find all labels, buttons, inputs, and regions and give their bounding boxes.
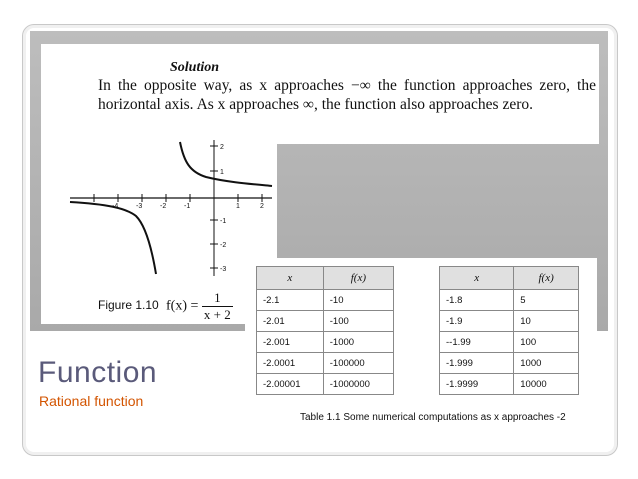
solution-heading: Solution <box>170 60 220 75</box>
y-tick-label: 2 <box>220 144 224 151</box>
table-row <box>257 374 394 395</box>
table-left <box>256 266 394 395</box>
right-branch-curve <box>180 142 272 186</box>
table-cell: -2.0001 <box>257 353 324 374</box>
table-row <box>257 353 394 374</box>
table-row <box>440 290 579 311</box>
table-cell: -2.001 <box>257 332 324 353</box>
table-right <box>439 266 579 395</box>
table-cell: -1000000 <box>323 374 393 395</box>
table-cell: -10 <box>323 290 393 311</box>
y-tick-label: -2 <box>220 242 227 249</box>
table-row <box>257 311 394 332</box>
y-tick-label: -3 <box>220 266 227 273</box>
table-cell: --1.99 <box>440 332 514 353</box>
y-tick-label: -1 <box>220 218 227 225</box>
table-cell: -1.9 <box>440 311 514 332</box>
table-row <box>440 374 579 395</box>
formula-denominator: x + 2 <box>203 307 231 322</box>
left-branch-curve <box>70 202 156 274</box>
table-row <box>440 332 579 353</box>
table-row <box>257 332 394 353</box>
table-cell: 100 <box>514 332 579 353</box>
solution-paragraph: In the opposite way, as x approaches −∞ the function approaches zero, the horizontal axis. As x approaches ∞, the function also approaches zero. <box>98 77 596 113</box>
table-header: f(x) <box>514 267 579 290</box>
x-tick-label: 2 <box>260 203 264 210</box>
x-tick-label: -2 <box>160 203 167 210</box>
formula-fraction <box>202 290 233 323</box>
table-cell: -2.01 <box>257 311 324 332</box>
x-tick-label: 1 <box>236 203 240 210</box>
table-header: x <box>440 267 514 290</box>
table-row <box>440 311 579 332</box>
table-cell: -2.1 <box>257 290 324 311</box>
table-cell: -100000 <box>323 353 393 374</box>
figure-caption: Figure 1.10 <box>98 298 159 312</box>
x-tick-label: -3 <box>136 203 143 210</box>
table-cell: -1000 <box>323 332 393 353</box>
table-cell: 10000 <box>514 374 579 395</box>
formula-numerator: 1 <box>202 290 233 307</box>
formula-lhs: f(x) = <box>166 298 199 314</box>
table-cell: 5 <box>514 290 579 311</box>
table-header: x <box>257 267 324 290</box>
table-cell: -1.999 <box>440 353 514 374</box>
x-tick-label: -4 <box>112 203 119 210</box>
slide-title: Function <box>38 356 158 389</box>
slide-subtitle: Rational function <box>39 393 144 409</box>
table-row <box>257 290 394 311</box>
table-cell: -100 <box>323 311 393 332</box>
x-tick-label: -1 <box>184 203 191 210</box>
table-header: f(x) <box>323 267 393 290</box>
table-cell: 10 <box>514 311 579 332</box>
table-row <box>440 353 579 374</box>
table-caption: Table 1.1 Some numerical computations as x approaches -2 <box>300 412 566 423</box>
y-tick-label: 1 <box>220 169 224 176</box>
table-cell: -1.8 <box>440 290 514 311</box>
table-cell: 1000 <box>514 353 579 374</box>
table-cell: -2.00001 <box>257 374 324 395</box>
table-cell: -1.9999 <box>440 374 514 395</box>
figure-formula <box>166 290 233 323</box>
